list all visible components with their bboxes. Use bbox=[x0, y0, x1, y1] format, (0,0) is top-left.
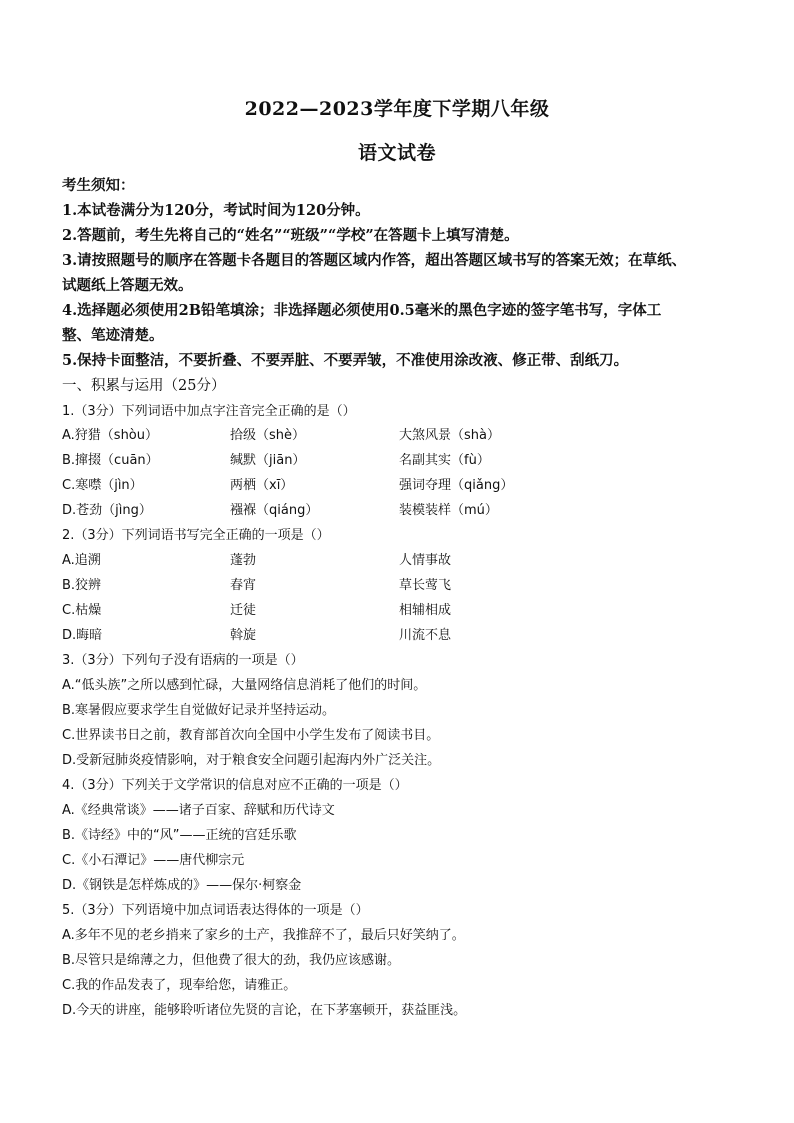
q5-stem: 5.（3分）下列语境中加点词语表达得体的一项是（） bbox=[62, 903, 369, 918]
q1-a-1: A.狩猎（shòu） bbox=[62, 428, 159, 443]
q1-row-c bbox=[62, 474, 742, 494]
q2-b-3: 草长莺飞 bbox=[399, 578, 452, 593]
q2-stem: 2.（3分）下列词语书写完全正确的一项是（） bbox=[62, 528, 330, 543]
q2-c-3: 相辅相成 bbox=[399, 603, 452, 618]
q1-b-2: 缄默（jiān） bbox=[230, 453, 306, 468]
q1-stem: 1.（3分）下列词语中加点字注音完全正确的是（） bbox=[62, 404, 356, 419]
q1-c-1: C.寒噤（jìn） bbox=[62, 478, 143, 493]
q3-option-d: D.受新冠肺炎疫情影响，对于粮食安全问题引起海内外广泛关注。 bbox=[62, 753, 441, 768]
q3-option-c: C.世界读书日之前，教育部首次向全国中小学生发布了阅读书目。 bbox=[62, 728, 440, 743]
q5-option-d: D.今天的讲座，能够聆听诸位先贤的言论，在下茅塞顿开，获益匪浅。 bbox=[62, 1003, 467, 1018]
notice-item-2: 2.答题前，考生先将自己的“姓名”“班级”“学校”在答题卡上填写清楚。 bbox=[62, 227, 519, 244]
exam-title: 2022—2023学年度下学期八年级 bbox=[244, 98, 550, 120]
q2-row-d bbox=[62, 624, 742, 644]
q1-a-3: 大煞风景（shà） bbox=[399, 428, 500, 443]
notice-item-1: 1.本试卷满分为120分，考试时间为120分钟。 bbox=[62, 202, 370, 219]
q3-stem: 3.（3分）下列句子没有语病的一项是（） bbox=[62, 653, 304, 668]
q1-a-2: 拾级（shè） bbox=[230, 428, 306, 443]
q1-d-1: D.苍劲（jìng） bbox=[62, 503, 152, 518]
notice-item-3a: 3.请按照题号的顺序在答题卡各题目的答题区域内作答，超出答题区域书写的答案无效；在草纸、 bbox=[62, 252, 687, 269]
notice-item-4a: 4.选择题必须使用2B铅笔填涂；非选择题必须使用0.5毫米的黑色字迹的签字笔书写，字体工 bbox=[62, 302, 662, 319]
q1-c-3: 强词夺理（qiǎng） bbox=[399, 478, 514, 493]
notice-item-4b: 整、笔迹清楚。 bbox=[62, 327, 164, 344]
q1-c-2: 两栖（xī） bbox=[230, 478, 294, 493]
q1-row-a bbox=[62, 424, 742, 444]
q1-d-2: 襁褓（qiáng） bbox=[230, 503, 319, 518]
q2-row-c bbox=[62, 599, 742, 619]
notice-item-3b: 试题纸上答题无效。 bbox=[62, 277, 193, 294]
q3-option-a: A.“低头族”之所以感到忙碌，大量网络信息消耗了他们的时间。 bbox=[62, 678, 427, 693]
notice-item-5: 5.保持卡面整洁，不要折叠、不要弄脏、不要弄皱，不准使用涂改液、修正带、刮纸刀。 bbox=[62, 352, 629, 369]
q2-a-1: A.追溯 bbox=[62, 553, 101, 568]
q2-a-3: 人情事故 bbox=[399, 553, 452, 568]
q2-row-b bbox=[62, 574, 742, 594]
q3-option-b: B.寒暑假应要求学生自觉做好记录并坚持运动。 bbox=[62, 703, 336, 718]
q2-c-1: C.枯燥 bbox=[62, 603, 102, 618]
q2-d-2: 斡旋 bbox=[230, 628, 257, 643]
q5-option-c: C.我的作品发表了，现奉给您，请雅正。 bbox=[62, 978, 297, 993]
q4-option-d: D.《钢铁是怎样炼成的》——保尔·柯察金 bbox=[62, 878, 302, 893]
notice-heading: 考生须知： bbox=[62, 177, 135, 194]
q1-b-1: B.撺掇（cuān） bbox=[62, 453, 159, 468]
q2-b-1: B.狡辨 bbox=[62, 578, 102, 593]
q2-b-2: 春宵 bbox=[230, 578, 257, 593]
q1-b-3: 名副其实（fù） bbox=[399, 453, 490, 468]
q2-d-1: D.晦暗 bbox=[62, 628, 103, 643]
q2-a-2: 蓬勃 bbox=[230, 553, 257, 568]
exam-subtitle: 语文试卷 bbox=[357, 142, 436, 164]
q2-c-2: 迁徒 bbox=[230, 603, 257, 618]
q4-option-c: C.《小石潭记》——唐代柳宗元 bbox=[62, 853, 245, 868]
q4-stem: 4.（3分）下列关于文学常识的信息对应不正确的一项是（） bbox=[62, 778, 408, 793]
q2-d-3: 川流不息 bbox=[399, 628, 452, 643]
q5-option-a: A.多年不见的老乡捎来了家乡的土产，我推辞不了，最后只好笑纳了。 bbox=[62, 928, 465, 943]
q2-row-a bbox=[62, 549, 742, 569]
q1-d-3: 装模装样（mú） bbox=[399, 503, 498, 518]
q1-row-d bbox=[62, 499, 742, 519]
q5-option-b: B.尽管只是绵薄之力，但他费了很大的劲，我仍应该感谢。 bbox=[62, 953, 401, 968]
q4-option-b: B.《诗经》中的“风”——正统的宫廷乐歌 bbox=[62, 828, 297, 843]
section-heading: 一、积累与运用（25分） bbox=[62, 378, 226, 394]
q1-row-b bbox=[62, 449, 742, 469]
q4-option-a: A.《经典常谈》——诸子百家、辞赋和历代诗文 bbox=[62, 803, 335, 818]
